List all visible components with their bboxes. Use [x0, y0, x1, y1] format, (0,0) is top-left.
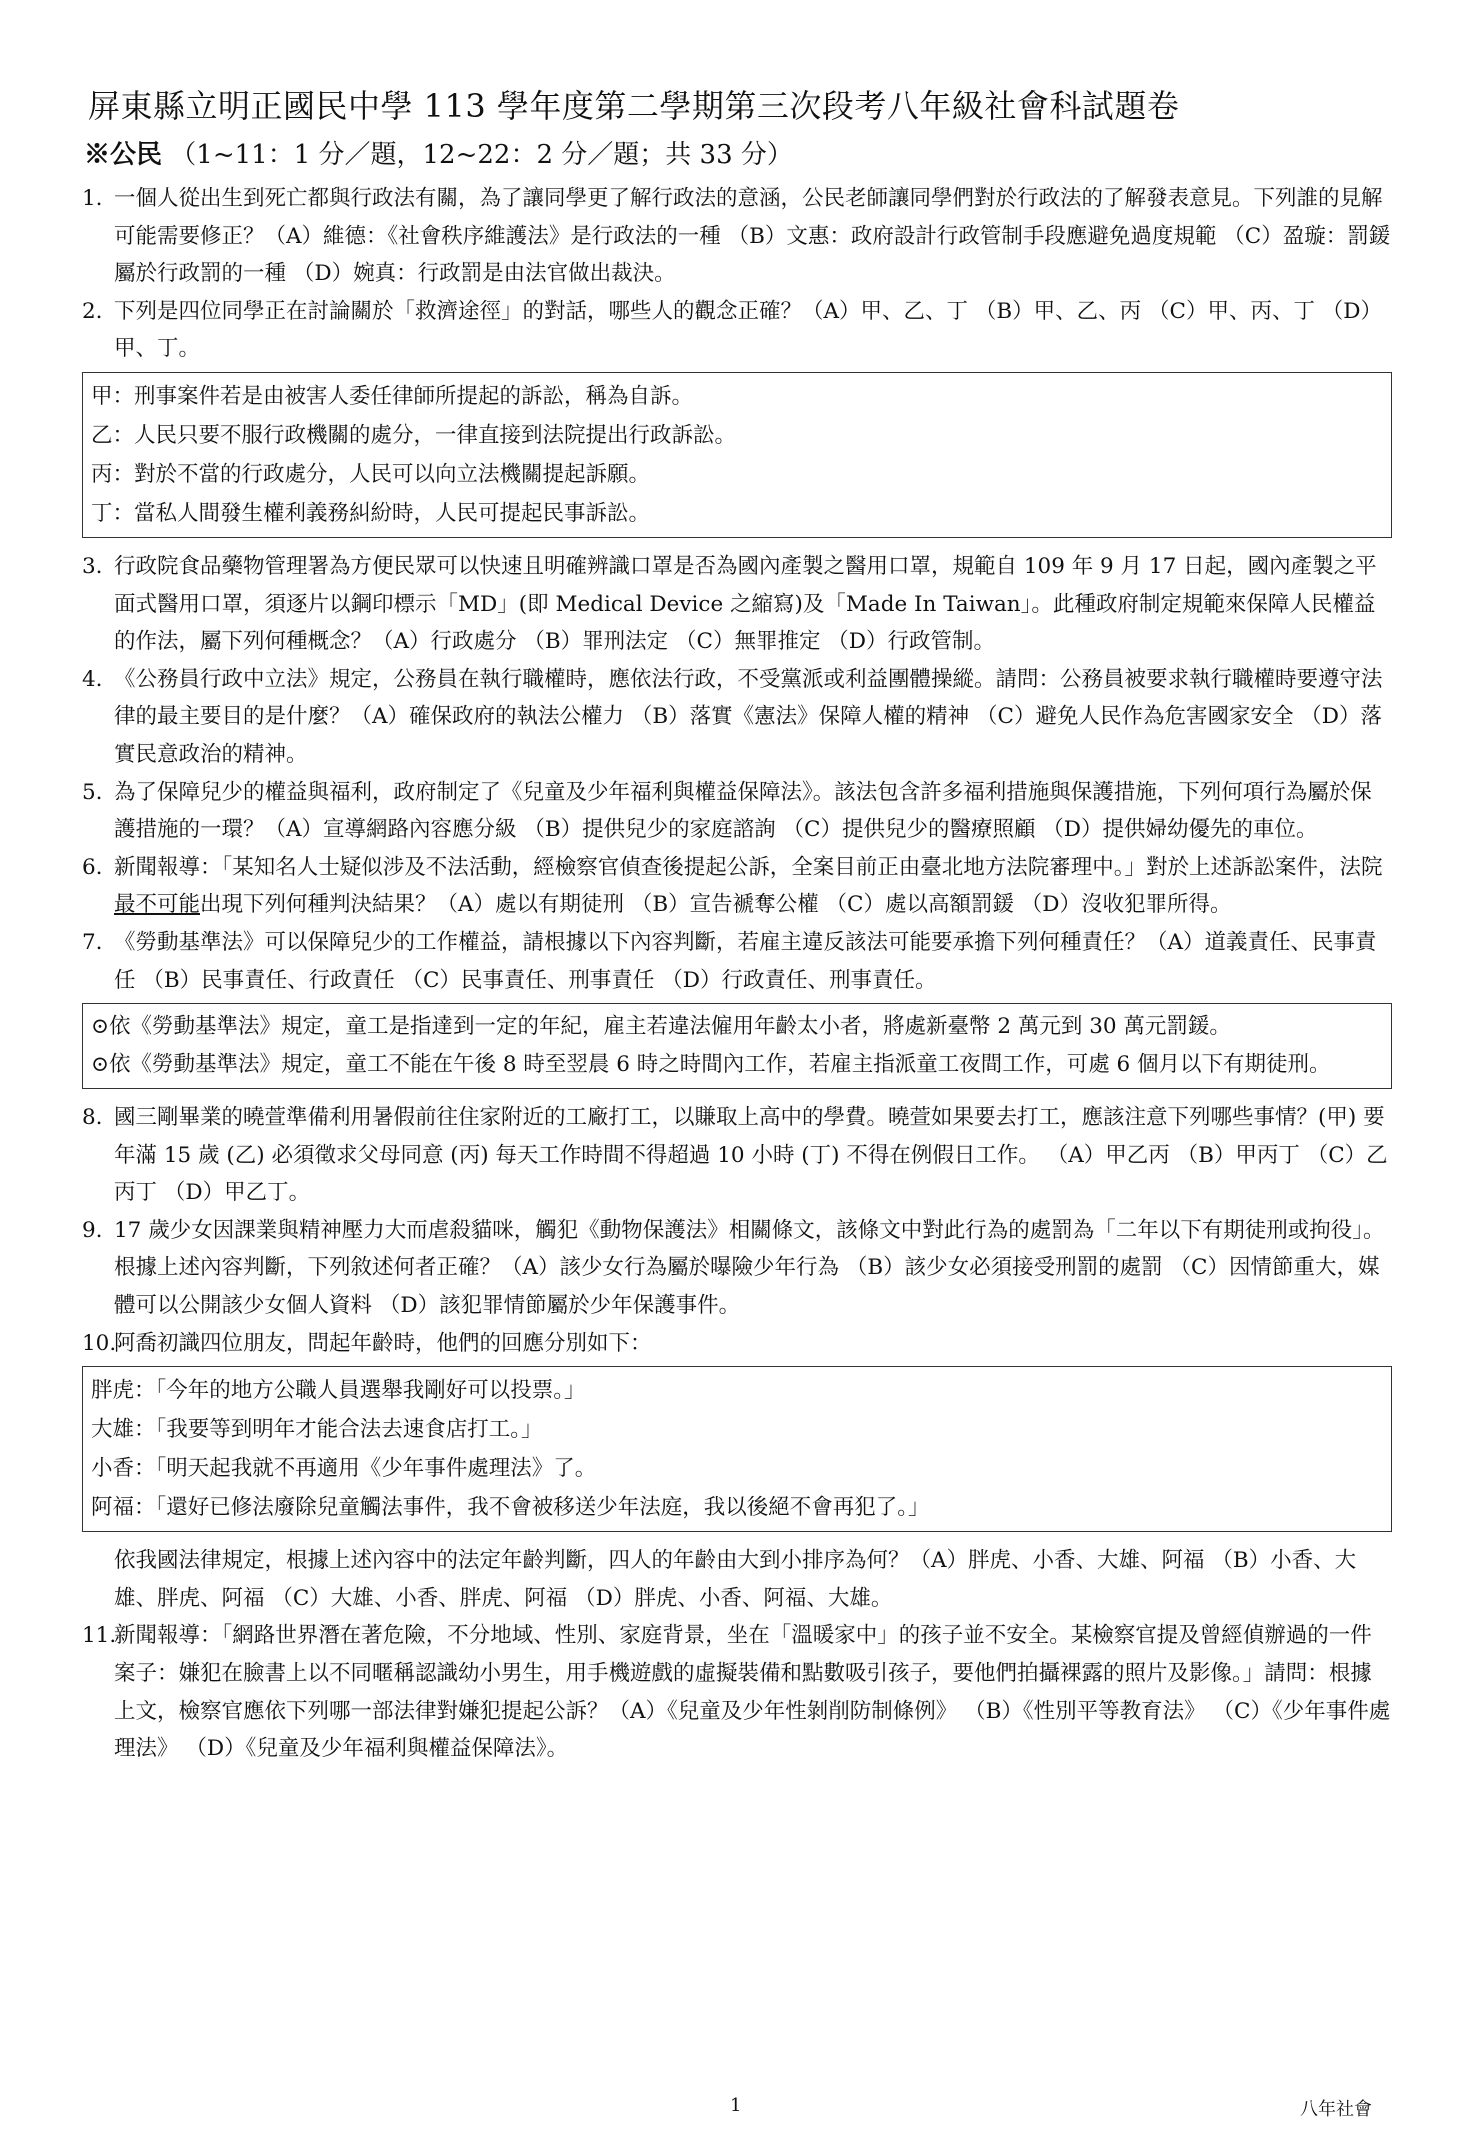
- info-bullet: ⊙依《勞動基準法》規定，童工是指達到一定的年紀，雇主若違法僱用年齡太小者，將處新臺幣 2 萬元到 30 萬元罰鍰。: [91, 1014, 1231, 1040]
- dialogue-line: 阿福：「還好已修法廢除兒童觸法事件，我不會被移送少年法庭，我以後絕不會再犯了。」: [91, 1495, 930, 1521]
- question-9: [82, 1212, 1392, 1325]
- emphasis-underline: 最不可能: [114, 892, 201, 918]
- dialogue-line: 胖虎：「今年的地方公職人員選舉我剛好可以投票。」: [91, 1378, 586, 1404]
- statement-line: 丙：對於不當的行政處分，人民可以向立法機關提起訴願。: [91, 461, 651, 487]
- statement-line: 甲：刑事案件若是由被害人委任律師所提起的訴訟，稱為自訴。: [91, 383, 694, 409]
- question-4: [82, 661, 1392, 774]
- dialogue-line: 大雄：「我要等到明年才能合法去速食店打工。」: [91, 1417, 543, 1443]
- question-11: [82, 1617, 1392, 1767]
- question-text: 《公務員行政中立法》規定，公務員在執行職權時，應依法行政，不受黨派或利益團體操縱。請問：公務員被要求執行職權時要遵守法律的最主要目的是什麼？（A）確保政府的執法公權力 （B）落實《憲法》保障人權的精神 （C）避免人民作為危害國家安全 （D）落實民意政治的精神。: [114, 666, 1383, 767]
- question-7: [82, 924, 1392, 999]
- question-number: 9.: [82, 1217, 103, 1243]
- question-text: 下列是四位同學正在討論關於「救濟途徑」的對話，哪些人的觀念正確？（A）甲、乙、丁 （B）甲、乙、丙 （C）甲、丙、丁 （D）甲、丁。: [114, 298, 1383, 362]
- exam-title: 屏東縣立明正國民中學 113 學年度第二學期第三次段考八年級社會科試題卷: [88, 87, 1180, 125]
- question-text: 國三剛畢業的曉萱準備利用暑假前往住家附近的工廠打工，以賺取上高中的學費。曉萱如果要去打工，應該注意下列哪些事情？(甲) 要年滿 15 歲 (乙) 必須徵求父母同意 (丙) 每天工作時間不得超過 10 小時 (丁) 不得在例假日工作。 （A）甲乙丙 （B）甲丙丁 （C）乙丙丁 （D）甲乙丁。: [114, 1105, 1388, 1206]
- question-number: 5.: [82, 779, 103, 805]
- question-number: 4.: [82, 666, 103, 692]
- question-7-info-box: [82, 1003, 1392, 1089]
- info-bullet: ⊙依《勞動基準法》規定，童工不能在午後 8 時至翌晨 6 時之時間內工作，若雇主指派童工夜間工作，可處 6 個月以下有期徒刑。: [91, 1052, 1331, 1078]
- statement-line: 乙：人民只要不服行政機關的處分，一律直接到法院提出行政訴訟。: [91, 422, 737, 448]
- question-text: 行政院食品藥物管理署為方便民眾可以快速且明確辨識口罩是否為國內產製之醫用口罩，規範自 109 年 9 月 17 日起，國內產製之平面式醫用口罩，須逐片以鋼印標示「MD」(即 Medical Device 之縮寫)及「Made In Taiwan」。此種政府制定規範來保障人民權益的作法，屬下列何種概念？（A）行政處分 （B）罪刑法定 （C）無罪推定 （D）行政管制。: [114, 553, 1377, 655]
- question-2-statement-box: [82, 372, 1392, 538]
- question-text: 17 歲少女因課業與精神壓力大而虐殺貓咪，觸犯《動物保護法》相關條文，該條文中對此行為的處罰為「二年以下有期徒刑或拘役」。根據上述內容判斷，下列敘述何者正確？（A）該少女行為屬於曝險少年行為 （B）該少女必須接受刑罰的處罰 （C）因情節重大，媒體可以公開該少女個人資料 （D）該犯罪情節屬於少年保護事件。: [114, 1217, 1385, 1319]
- question-5: [82, 774, 1392, 849]
- question-1: [82, 180, 1392, 293]
- question-10-dialogue-box: [82, 1366, 1392, 1532]
- section-scoring: （1~11：1 分／題，12~22：2 分／題；共 33 分）: [170, 140, 793, 170]
- questions-list: [82, 180, 1392, 1768]
- dialogue-line: 小香：「明天起我就不再適用《少年事件處理法》了。: [91, 1456, 597, 1482]
- question-number: 6.: [82, 854, 103, 880]
- question-text: 阿喬初識四位朋友，問起年齡時，他們的回應分別如下：: [114, 1330, 652, 1356]
- question-10: [82, 1325, 1392, 1363]
- question-text: 新聞報導：「某知名人士疑似涉及不法活動，經檢察官偵查後提起公訴，全案目前正由臺北地方法院審理中。」對於上述訴訟案件，法院: [114, 854, 1383, 880]
- question-text: 新聞報導：「網路世界潛在著危險，不分地域、性別、家庭背景，坐在「溫暖家中」的孩子並不安全。某檢察官提及曾經偵辦過的一件案子：嫌犯在臉書上以不同暱稱認識幼小男生，用手機遊戲的虛擬裝備和點數吸引孩子，要他們拍攝裸露的照片及影像。」請問：根據上文，檢察官應依下列哪一部法律對嫌犯提起公訴？（A）《兒童及少年性剝削防制條例》 （B）《性別平等教育法》 （C）《少年事件處理法》 （D）《兒童及少年福利與權益保障法》。: [114, 1623, 1391, 1762]
- question-number: 8.: [82, 1105, 103, 1131]
- question-2: [82, 293, 1392, 368]
- footer-label: 八年社會: [1300, 2099, 1372, 2120]
- question-6: [82, 849, 1392, 924]
- section-name: ※公民: [84, 140, 163, 170]
- question-3: [82, 548, 1392, 661]
- question-10-continuation: 依我國法律規定，根據上述內容中的法定年齡判斷，四人的年齡由大到小排序為何？（A）胖虎、小香、大雄、阿福 （B）小香、大雄、胖虎、阿福 （C）大雄、小香、胖虎、阿福 （D）胖虎、小香、阿福、大雄。: [114, 1548, 1357, 1611]
- question-number: 11.: [82, 1623, 117, 1649]
- section-heading: [84, 138, 793, 172]
- page-number: 1: [730, 2095, 742, 2116]
- question-text: 一個人從出生到死亡都與行政法有關，為了讓同學更了解行政法的意涵，公民老師讓同學們對於行政法的了解發表意見。下列誰的見解可能需要修正？（A）維德：《社會秩序維護法》是行政法的一種 （B）文惠：政府設計行政管制手段應避免過度規範 （C）盈璇：罰鍰屬於行政罰的一種 （D）婉真：行政罰是由法官做出裁決。: [114, 186, 1391, 287]
- question-number: 2.: [82, 298, 103, 324]
- statement-line: 丁：當私人間發生權利義務糾紛時，人民可提起民事訴訟。: [91, 500, 651, 526]
- question-8: [82, 1099, 1392, 1212]
- question-text: 為了保障兒少的權益與福利，政府制定了《兒童及少年福利與權益保障法》。該法包含許多福利措施與保護措施，下列何項行為屬於保護措施的一環？（A）宣導網路內容應分級 （B）提供兒少的家庭諮詢 （C）提供兒少的醫療照顧 （D）提供婦幼優先的車位。: [114, 779, 1372, 843]
- question-number: 10.: [82, 1330, 117, 1356]
- question-number: 1.: [82, 186, 103, 211]
- question-text-continued: 出現下列何種判決結果？（A）處以有期徒刑 （B）宣告褫奪公權 （C）處以高額罰鍰 （D）沒收犯罪所得。: [200, 892, 1232, 918]
- question-number: 3.: [82, 553, 103, 579]
- question-text: 《勞動基準法》可以保障兒少的工作權益，請根據以下內容判斷，若雇主違反該法可能要承擔下列何種責任？（A）道義責任、民事責任 （B）民事責任、行政責任 （C）民事責任、刑事責任 （D）行政責任、刑事責任。: [114, 929, 1377, 993]
- question-number: 7.: [82, 929, 103, 955]
